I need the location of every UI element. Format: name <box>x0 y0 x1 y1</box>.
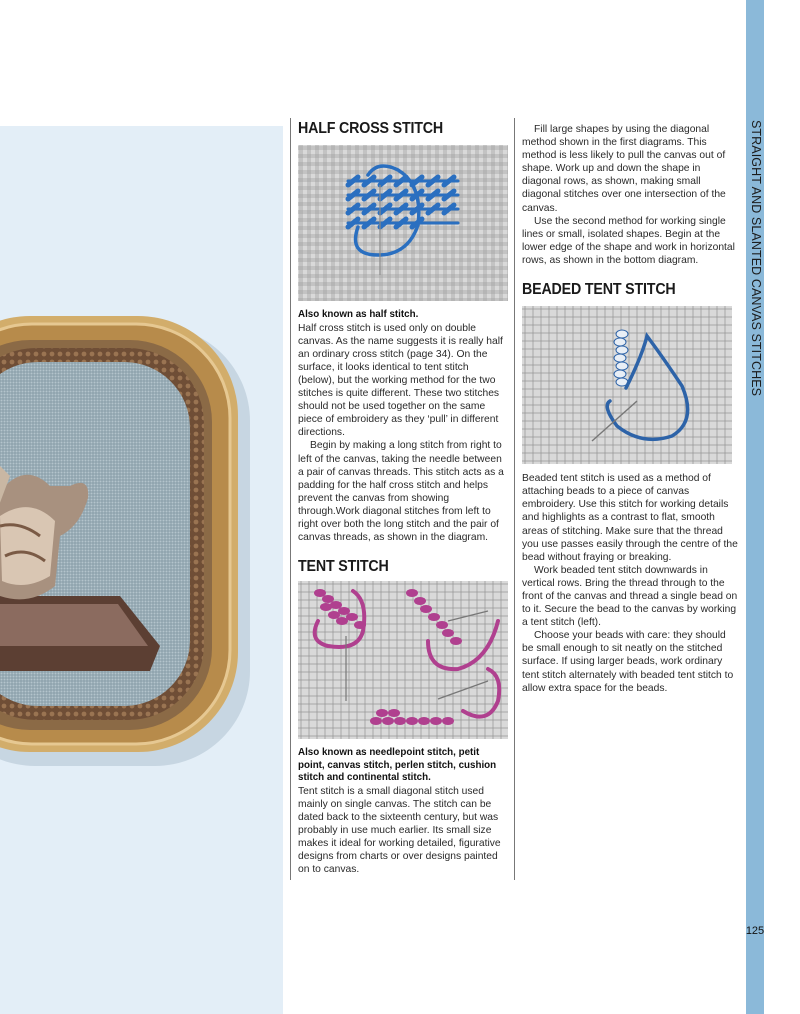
column-divider-middle <box>514 118 515 880</box>
beaded-para-3: Choose your beads with care: they should be small enough to sit neatly on the stitched surface. If using larger beads, work ordinary tent stitch alternately with beaded tent stitch to allow extra space for the beads. <box>522 630 734 694</box>
frame-illustration <box>0 126 283 1014</box>
column-middle <box>522 120 740 695</box>
tent-diagram <box>298 581 508 739</box>
half-cross-diagram <box>298 145 508 301</box>
beaded-tent-title: BEADED TENT STITCH <box>522 281 676 299</box>
beaded-para-1: Beaded tent stitch is used as a method of attaching beads to a piece of canvas embroidery. Use this stitch for working details and highlights as a contrast to flat, smooth areas of stitching. Make sure that the thread you use passes easily through the centre of the bead without fraying or breaking. <box>522 473 738 563</box>
tent-cont-para-1: Fill large shapes by using the diagonal method shown in the first diagrams. This method is less likely to pull the canvas out of shape. Work up and down the shape in diagonal rows, as shown, making small diagonal stitches over one intersection of the canvas. <box>522 124 726 214</box>
half-cross-title: HALF CROSS STITCH <box>298 120 444 137</box>
half-cross-para-2: Begin by making a long stitch from right to left of the canvas, taking the needle between a pair of canvas threads. This stitch acts as a padding for the half cross stitch and helps prevent the canvas from showing through.Work diagonal stitches from left to right over both the long stitch and the pair of canvas threads, as shown in the diagram. <box>298 440 504 544</box>
running-head-text: STRAIGHT AND SLANTED CANVAS STITCHES <box>749 120 763 397</box>
tent-title: TENT STITCH <box>298 558 389 576</box>
column-left <box>298 120 508 876</box>
tent-aka: Also known as needlepoint stitch, petit point, canvas stitch, perlen stitch, cushion stitch and continental stitch. <box>298 747 497 784</box>
beaded-para-2: Work beaded tent stitch downwards in vertical rows. Bring the thread through to the front of the canvas and thread a single bead on to it. Secure the bead to the canvas by working a tent stitch (left). <box>522 564 738 629</box>
half-cross-para-1: Half cross stitch is used only on double canvas. As the name suggests it is really half an ordinary cross stitch (page 34). On the surface, it looks identical to tent stitch (below), but the working method for the two stitches is quite different. These two stitches should not be used together on the same piece of embroidery as they ‘pull’ in different directions. <box>298 322 503 439</box>
tent-cont-para-2: Use the second method for working single lines or small, isolated shapes. Begin at the lower edge of the shape and work in horizontal rows, as shown in the bottom diagram. <box>522 215 735 266</box>
beaded-tent-diagram <box>522 306 732 464</box>
tent-para-1: Tent stitch is a small diagonal stitch used mainly on single canvas. The stitch can be dated back to the sixteenth century, but was probably in use much earlier. Its small size makes it ideal for working detailed, figurative designs from charts or over designs painted on to canvas. <box>298 785 501 876</box>
half-cross-aka: Also known as half stitch. <box>298 309 419 321</box>
page-number: 125 <box>745 925 765 937</box>
running-head <box>745 120 765 450</box>
column-divider-left <box>290 118 291 880</box>
beaded-frame-photo <box>0 126 283 1014</box>
